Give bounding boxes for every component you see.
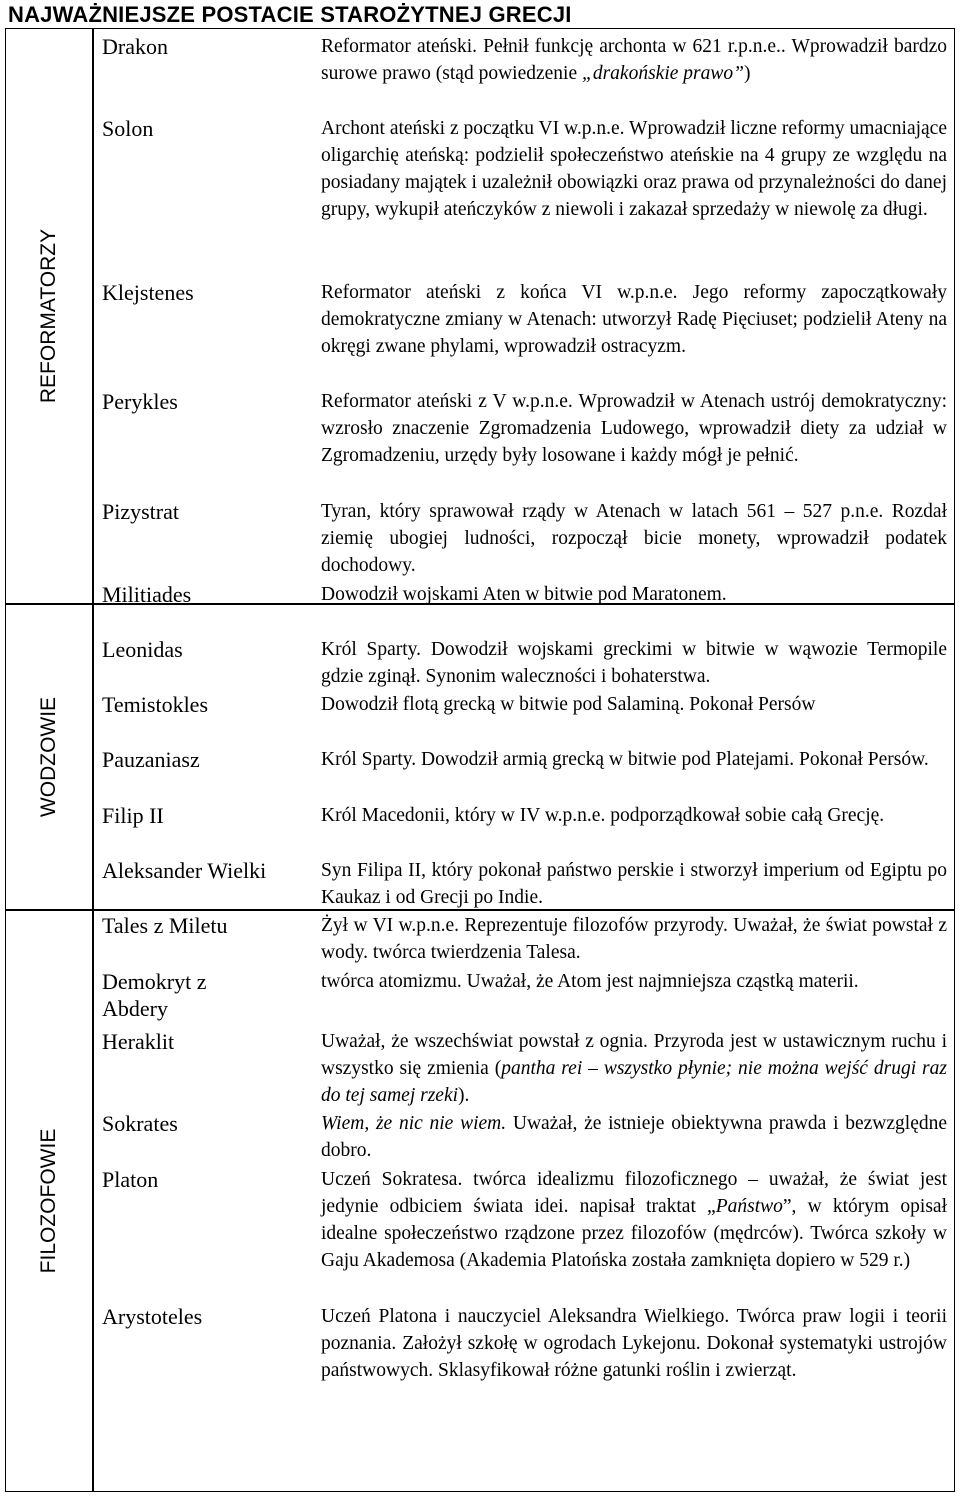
- section-label-reformers: REFORMATORZY: [37, 228, 60, 404]
- figure-name-perykles: Perykles: [102, 389, 178, 414]
- figure-desc-arystoteles: Uczeń Platona i nauczyciel Aleksandra Wielkiego. Twórca praw logii i teorii poznania. Założył szkołę w ogrodach Lykejonu. Dokonał systematyki ustrojów państwowych. Sklasyfikował różne gatunki roślin i zwierząt.: [321, 1306, 947, 1381]
- figure-name-heraklit: Heraklit: [102, 1029, 175, 1054]
- figure-name-drakon: Drakon: [102, 34, 168, 59]
- figure-desc-tales: Żył w VI w.p.n.e. Reprezentuje filozofów przyrody. Uważał, że świat powstał z wody. twórca twierdzenia Talesa.: [321, 915, 947, 963]
- figure-desc-solon: Archont ateński z początku VI w.p.n.e. Wprowadził liczne reformy umacniające oligarchię ateńską: podzielił społeczeństwo ateńskie na 4 grupy ze względu na posiadany majątek i uzależnił obowiązki oraz prawa od przynależności do danej grupy, wykupił ateńczyków z niewoli i zakazał sprzedaży w niewolę za długi.: [321, 118, 947, 220]
- figure-name-sokrates: Sokrates: [102, 1111, 178, 1136]
- section-philosophers: [5, 910, 93, 1492]
- figure-desc-sokrates: Wiem, że nic nie wiem. Uważał, że istnieje obiektywna prawda i bezwzględne dobro.: [321, 1113, 948, 1161]
- section-reformers: [5, 28, 93, 604]
- figure-name-klejstenes: Klejstenes: [102, 280, 194, 305]
- figure-name-militiades: Militiades: [102, 582, 192, 607]
- figure-name-pauzaniasz: Pauzaniasz: [102, 747, 200, 772]
- figure-name-platon: Platon: [102, 1167, 159, 1192]
- figure-desc-leonidas: Król Sparty. Dowodził wojskami greckimi w bitwie w wąwozie Termopile gdzie zginął. Synonim waleczności i bohaterstwa.: [321, 639, 947, 687]
- figure-desc-demokryt: twórca atomizmu. Uważał, że Atom jest najmniejsza cząstką materii.: [321, 971, 859, 992]
- figure-desc-pizystrat: Tyran, który sprawował rządy w Atenach w latach 561 – 527 p.n.e. Rozdał ziemię ubogiej ludności, rozpoczął bicie monety, wprowadził podatek dochodowy.: [321, 501, 947, 576]
- figure-desc-klejstenes: Reformator ateński z końca VI w.p.n.e. Jego reformy zapoczątkowały demokratyczne zmiany w Atenach: utworzył Radę Pięciuset; podzielił Ateny na okręgi zwane phylami, wprowadził ostracyzm.: [321, 282, 947, 357]
- figure-desc-platon: Uczeń Sokratesa. twórca idealizmu filozoficznego – uważał, że świat jest jedynie odbiciem świata idei. napisał traktat „Państwo”, w którym opisał idealne społeczeństwo rządzone przez filozofów (mędrców). Twórca szkoły w Gaju Akademosa (Akademia Platońska została zamknięta dopiero w 529 r.): [321, 1169, 947, 1271]
- figure-name-pizystrat: Pizystrat: [102, 499, 179, 524]
- page-title: NAJWAŻNIEJSZE POSTACIE STAROŻYTNEJ GRECJI: [8, 2, 572, 27]
- figure-desc-filip-ii: Król Macedonii, który w IV w.p.n.e. podporządkował sobie całą Grecję.: [321, 805, 885, 826]
- figure-name-aleksander-wielki: Aleksander Wielki: [102, 858, 267, 883]
- figure-name-temistokles: Temistokles: [102, 692, 209, 717]
- figure-name-demokryt: Demokryt z Abdery: [102, 969, 207, 1021]
- section-label-philosophers: FILOZOFOWIE: [37, 1128, 60, 1274]
- figure-desc-militiades: Dowodził wojskami Aten w bitwie pod Maratonem.: [321, 584, 727, 605]
- figure-desc-drakon: Reformator ateński. Pełnił funkcję archonta w 621 r.p.n.e.. Wprowadził bardzo surowe prawo (stąd powiedzenie „drakońskie prawo”): [321, 36, 947, 84]
- figure-name-filip-ii: Filip II: [102, 803, 164, 828]
- figure-desc-pauzaniasz: Król Sparty. Dowodził armią grecką w bitwie pod Platejami. Pokonał Persów.: [321, 749, 929, 770]
- figure-desc-aleksander-wielki: Syn Filipa II, który pokonał państwo perskie i stworzył imperium od Egiptu po Kaukaz i od Grecji po Indie.: [321, 860, 947, 908]
- section-label-commanders: WODZOWIE: [37, 696, 60, 818]
- figure-desc-perykles: Reformator ateński z V w.p.n.e. Wprowadził w Atenach ustrój demokratyczny: wzrosło znaczenie Zgromadzenia Ludowego, wprowadził diety za udział w Zgromadzeniu, urzędy były losowane i każdy mógł je pełnić.: [321, 391, 947, 466]
- figure-desc-heraklit: Uważał, że wszechświat powstał z ognia. Przyroda jest w ustawicznym ruchu i wszystko się zmienia (pantha rei – wszystko płynie; nie można wejść drugi raz do tej samej rzeki).: [321, 1031, 947, 1106]
- figure-desc-temistokles: Dowodził flotą grecką w bitwie pod Salaminą. Pokonał Persów: [321, 694, 816, 715]
- figure-name-arystoteles: Arystoteles: [102, 1304, 203, 1329]
- section-commanders: [5, 604, 93, 910]
- figure-name-leonidas: Leonidas: [102, 637, 183, 662]
- figure-name-tales: Tales z Miletu: [102, 913, 228, 938]
- figure-name-solon: Solon: [102, 116, 154, 141]
